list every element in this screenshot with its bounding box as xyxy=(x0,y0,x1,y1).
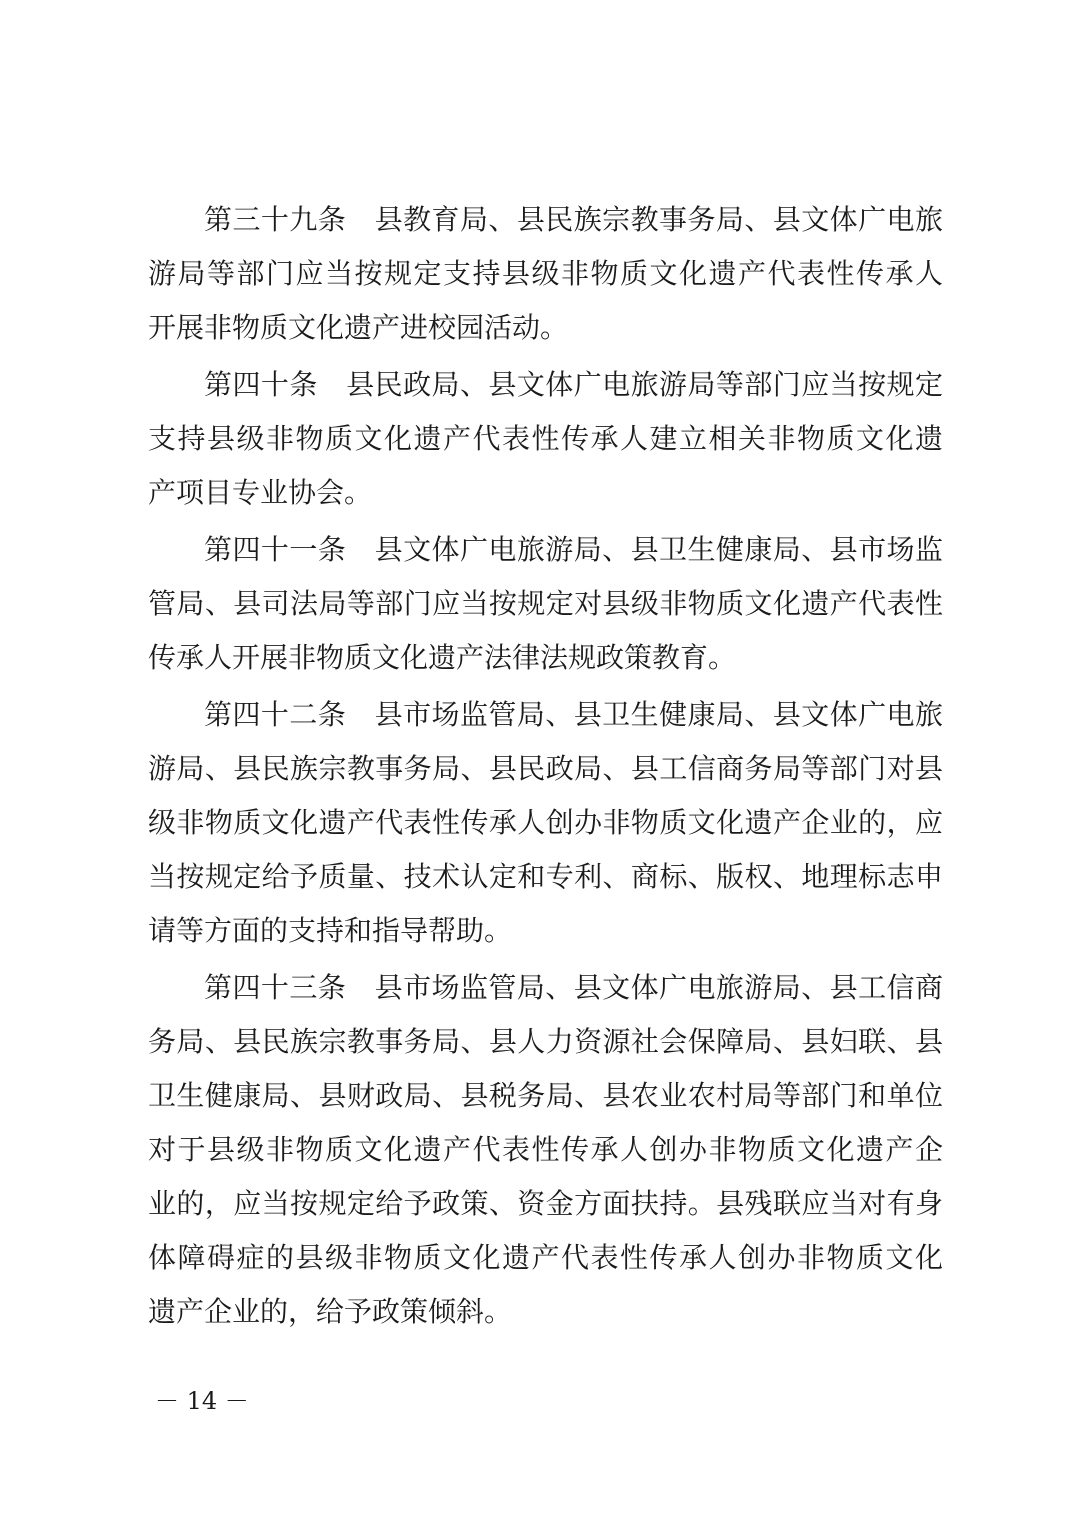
paragraph-line: 体障碍症的县级非物质文化遗产代表性传承人创办非物质文化 xyxy=(148,1241,943,1274)
paragraph-line: 管局、县司法局等部门应当按规定对县级非物质文化遗产代表性 xyxy=(148,587,943,620)
paragraph-line: 游局等部门应当按规定支持县级非物质文化遗产代表性传承人 xyxy=(148,257,943,290)
paragraph-line: 第四十一条 县文体广电旅游局、县卫生健康局、县市场监 xyxy=(204,533,943,566)
page-number: － 14 － xyxy=(155,1387,249,1415)
article-41 xyxy=(148,523,943,685)
paragraph-line: 级非物质文化遗产代表性传承人创办非物质文化遗产企业的，应 xyxy=(148,806,943,839)
paragraph-line: 当按规定给予质量、技术认定和专利、商标、版权、地理标志申 xyxy=(148,860,943,893)
paragraph-line: 第三十九条 县教育局、县民族宗教事务局、县文体广电旅 xyxy=(204,203,943,236)
paragraph-line: 游局、县民族宗教事务局、县民政局、县工信商务局等部门对县 xyxy=(148,752,943,785)
document-body xyxy=(148,193,943,1342)
article-39 xyxy=(148,193,943,355)
article-42 xyxy=(148,688,943,958)
paragraph-line: 对于县级非物质文化遗产代表性传承人创办非物质文化遗产企 xyxy=(148,1133,943,1166)
article-43 xyxy=(148,961,943,1339)
article-40 xyxy=(148,358,943,520)
paragraph-line: 请等方面的支持和指导帮助。 xyxy=(148,914,513,947)
paragraph-line: 开展非物质文化遗产进校园活动。 xyxy=(148,311,569,344)
paragraph-line: 产项目专业协会。 xyxy=(148,476,373,509)
paragraph-line: 务局、县民族宗教事务局、县人力资源社会保障局、县妇联、县 xyxy=(148,1025,943,1058)
paragraph-line: 支持县级非物质文化遗产代表性传承人建立相关非物质文化遗 xyxy=(148,422,943,455)
paragraph-line: 遗产企业的，给予政策倾斜。 xyxy=(148,1295,513,1328)
paragraph-line: 第四十二条 县市场监管局、县卫生健康局、县文体广电旅 xyxy=(204,698,943,731)
paragraph-line: 第四十条 县民政局、县文体广电旅游局等部门应当按规定 xyxy=(204,368,943,401)
paragraph-line: 传承人开展非物质文化遗产法律法规政策教育。 xyxy=(148,641,737,674)
paragraph-line: 卫生健康局、县财政局、县税务局、县农业农村局等部门和单位 xyxy=(148,1079,943,1112)
paragraph-line: 业的，应当按规定给予政策、资金方面扶持。县残联应当对有身 xyxy=(148,1187,943,1220)
paragraph-line: 第四十三条 县市场监管局、县文体广电旅游局、县工信商 xyxy=(204,971,943,1004)
